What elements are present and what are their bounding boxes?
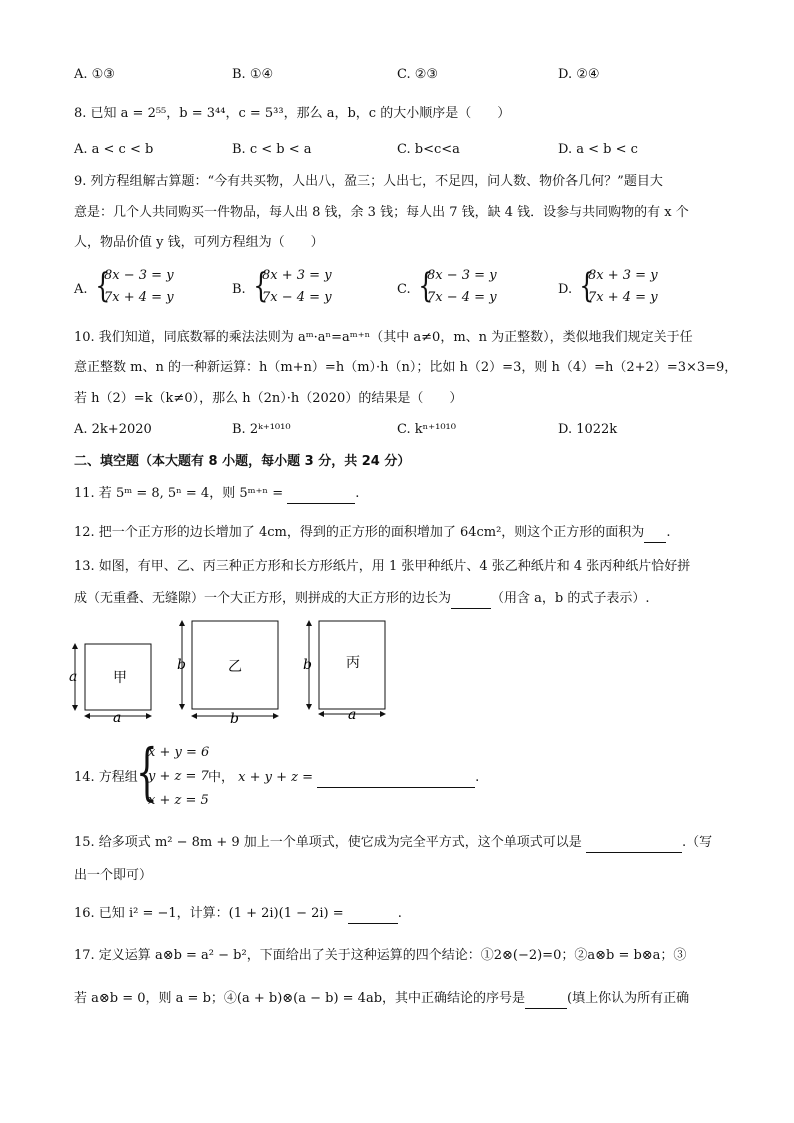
q14-tail	[208, 768, 479, 788]
q9-option-b-label: B.	[232, 282, 246, 297]
q8-option-b: B. c < b < a	[232, 142, 312, 157]
q10-option-d: D. 1022k	[558, 422, 618, 437]
q11-end: .	[355, 486, 360, 501]
q12-end: .	[666, 525, 671, 540]
section-title: 二、填空题（本大题有 8 小题，每小题 3 分，共 24 分）	[74, 454, 411, 469]
q13-line-2a: 成（无重叠、无缝隙）一个大正方形，则拼成的大正方形的边长为	[74, 591, 452, 606]
jia-bottom-a: a	[113, 710, 122, 725]
yi-side-b: b	[177, 657, 186, 673]
q15-answer-blank[interactable]	[586, 838, 682, 853]
q10-option-a: A. 2k+2020	[74, 422, 152, 437]
q10-option-b: B. 2ᵏ⁺¹⁰¹⁰	[232, 422, 291, 437]
q14-prefix: 14. 方程组	[74, 770, 138, 785]
q9-option-a-label: A.	[74, 282, 88, 297]
q10-line-2: 意正整数 m、n 的一种新运算：h（m+n）=h（m）·h（n）；比如 h（2）=3，则 h（4）=h（2+2）=3×3=9，	[74, 360, 738, 375]
q7-option-b: B. ①④	[232, 67, 274, 82]
yi-bottom-b: b	[230, 711, 239, 725]
q17-line-1: 17. 定义运算 a⊗b = a² − b²，下面给出了关于这种运算的四个结论：①2⊗(−2)=0；②a⊗b = b⊗a；③	[74, 948, 687, 963]
q17-line-2b: (填上你认为所有正确	[567, 991, 690, 1006]
q11-answer-blank[interactable]	[287, 489, 355, 504]
q14-brace: {	[136, 735, 158, 808]
q14-eq1: x + y = 6	[148, 745, 210, 760]
q9-b-eq2: 7x − 4 = y	[262, 290, 332, 305]
q7-option-d: D. ②④	[558, 67, 600, 82]
q14-expr: x + y + z =	[238, 770, 314, 785]
q9-line-1: 9. 列方程组解古算题：“今有共买物，人出八，盈三；人出七，不足四，问人数、物价各几何？”题目大	[74, 174, 663, 189]
q17-answer-blank[interactable]	[525, 994, 567, 1009]
q11-text: 11. 若 5ᵐ = 8, 5ⁿ = 4，则 5ᵐ⁺ⁿ =	[74, 486, 284, 501]
q14-eq3: x + z = 5	[148, 793, 209, 808]
bing-bottom-a: a	[348, 707, 357, 723]
q8-stem: 8. 已知 a = 2⁵⁵，b = 3⁴⁴，c = 5³³，那么 a，b，c 的大小顺序是（ ）	[74, 106, 511, 121]
q10-line-1: 10. 我们知道，同底数幂的乘法法则为 aᵐ·aⁿ=aᵐ⁺ⁿ（其中 a≠0，m、n 为正整数），类似地我们规定关于任	[74, 330, 693, 345]
q8-option-a: A. a < c < b	[74, 142, 154, 157]
q8-option-d: D. a < b < c	[558, 142, 638, 157]
q16	[74, 904, 402, 924]
q9-line-3: 人，物品价值 y 钱，可列方程组为（ ）	[74, 235, 324, 250]
q14-mid: 中，	[208, 770, 235, 785]
q10-line-3: 若 h（2）=k（k≠0），那么 h（2n）·h（2020）的结果是（ ）	[74, 391, 463, 406]
q9-c-eq2: 7x − 4 = y	[427, 290, 497, 305]
q12	[74, 523, 670, 543]
q7-option-a: A. ①③	[74, 67, 115, 82]
q10-option-c: C. kⁿ⁺¹⁰¹⁰	[397, 422, 456, 437]
q14-eq2: y + z = 7	[148, 769, 209, 784]
q15-text: 15. 给多项式 m² − 8m + 9 加上一个单项式，使它成为完全平方式，这个单项式可以是	[74, 835, 582, 850]
q9-d-eq2: 7x + 4 = y	[588, 290, 658, 305]
q16-text: 16. 已知 i² = −1，计算：(1 + 2i)(1 − 2i) =	[74, 906, 344, 921]
q9-line-2: 意是：几个人共同购买一件物品，每人出 8 钱，余 3 钱；每人出 7 钱，缺 4 钱．设参与共同购物的有 x 个	[74, 205, 689, 220]
q16-end: .	[397, 906, 402, 921]
q16-answer-blank[interactable]	[348, 909, 398, 924]
q12-text: 12. 把一个正方形的边长增加了 4cm，得到的正方形的面积增加了 64cm²，则这个正方形的面积为	[74, 525, 645, 540]
jia-side-a: a	[69, 669, 78, 685]
q9-d-eq1: 8x + 3 = y	[588, 268, 658, 283]
q8-option-c: C. b<c<a	[397, 142, 460, 157]
q14-answer-blank[interactable]	[317, 773, 475, 788]
q13-line-2	[74, 589, 650, 609]
q13-answer-blank[interactable]	[451, 594, 491, 609]
q9-b-eq1: 8x + 3 = y	[262, 268, 332, 283]
q11	[74, 484, 359, 504]
jia-label: 甲	[113, 670, 127, 686]
q15-line-1	[74, 833, 712, 853]
q9-option-d-label: D.	[558, 282, 573, 297]
q13-line-1: 13. 如图，有甲、乙、丙三种正方形和长方形纸片，用 1 张甲种纸片、4 张乙种纸片和 4 张丙种纸片恰好拼	[74, 559, 691, 574]
q17-line-2a: 若 a⊗b = 0，则 a = b；④(a + b)⊗(a − b) = 4ab，其中正确结论的序号是	[74, 991, 526, 1006]
q9-a-eq2: 7x + 4 = y	[104, 290, 174, 305]
bing-side-b: b	[303, 657, 312, 673]
q12-answer-blank[interactable]	[644, 528, 666, 543]
q9-c-eq1: 8x − 3 = y	[427, 268, 497, 283]
q9-a-eq1: 8x − 3 = y	[104, 268, 174, 283]
yi-label: 乙	[228, 659, 242, 675]
q15-end: .（写	[681, 835, 713, 850]
q15-line-2: 出一个即可）	[74, 868, 153, 883]
q13-line-2b: （用含 a，b 的式子表示）.	[491, 591, 650, 606]
q7-option-c: C. ②③	[397, 67, 439, 82]
q9-option-c-label: C.	[397, 282, 411, 297]
paper-pieces-figure	[0, 615, 794, 725]
q17-line-2	[74, 989, 689, 1009]
bing-label: 丙	[346, 655, 360, 671]
q14-end: .	[475, 770, 480, 785]
